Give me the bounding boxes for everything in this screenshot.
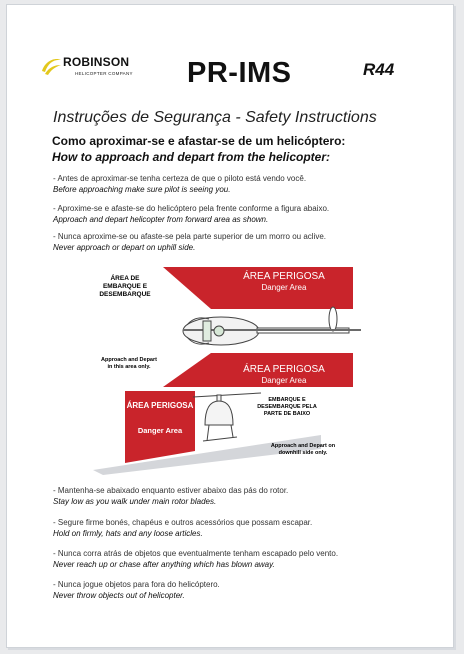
helicopter-top-view-icon xyxy=(183,307,361,345)
rule-text-pt: - Nunca corra atrás de objetos que eventualmente tenham escapado pelo vento. xyxy=(53,549,339,558)
aircraft-model: R44 xyxy=(363,60,395,79)
aircraft-registration: PR-IMS xyxy=(187,57,292,89)
rule-text-pt: - Nunca jogue objetos para fora do helicóptero. xyxy=(53,580,220,589)
danger-label-top-pt: ÁREA PERIGOSA xyxy=(243,271,325,282)
section-title-en: How to approach and depart from the helicopter: xyxy=(52,150,331,164)
slope-danger-label-pt: ÁREA PERIGOSA xyxy=(126,401,194,410)
rule-text-en: Stay low as you walk under main rotor blades. xyxy=(53,497,217,506)
rule-text-en: Approach and depart helicopter from forward area as shown. xyxy=(53,215,269,224)
rule-item xyxy=(53,231,326,253)
robinson-logo xyxy=(39,53,149,87)
rule-text-pt: - Aproxime-se e afaste-se do helicóptero pela frente conforme a figura abaixo. xyxy=(53,204,330,213)
boarding-area-line: EMBARQUE E xyxy=(102,283,148,290)
slope-boarding-line: EMBARQUE E xyxy=(268,397,306,403)
logo-subtitle: HELICOPTER COMPANY xyxy=(75,71,133,76)
approach-note-line: Approach and Depart xyxy=(101,357,157,363)
page-title: Instruções de Segurança - Safety Instructions xyxy=(53,109,377,126)
rule-item xyxy=(53,203,329,225)
rule-item xyxy=(53,485,288,507)
helicopter-front-view-icon xyxy=(193,393,261,441)
rule-text-pt: - Antes de aproximar-se tenha certeza de que o piloto está vendo você. xyxy=(53,174,307,183)
danger-label-top-en: Danger Area xyxy=(261,283,307,292)
slope-boarding-line: PARTE DE BAIXO xyxy=(263,411,311,417)
slope-note-line: downhill side only. xyxy=(278,450,328,456)
rule-text-pt: - Segure firme bonés, chapéus e outros acessórios que possam escapar. xyxy=(53,518,313,527)
logo-name: ROBINSON xyxy=(63,55,130,69)
slope-danger-label-en: Danger Area xyxy=(137,426,183,435)
rule-text-pt: - Mantenha-se abaixado enquanto estiver abaixo das pás do rotor. xyxy=(53,486,289,495)
rule-text-en: Before approaching make sure pilot is seeing you. xyxy=(53,185,231,194)
rule-text-en: Hold on firmly, hats and any loose articles. xyxy=(53,529,203,538)
rule-text-en: Never reach up or chase after anything which has blown away. xyxy=(53,560,275,569)
boarding-area-line: ÁREA DE xyxy=(110,275,140,282)
slope-boarding-line: DESEMBARQUE PELA xyxy=(257,404,317,410)
rule-text-pt: - Nunca aproxime-se ou afaste-se pela parte superior de um morro ou aclive. xyxy=(53,232,327,241)
approach-note-line: in this area only. xyxy=(107,364,151,370)
rule-text-en: Never approach or depart on uphill side. xyxy=(53,243,196,252)
robinson-swoosh-icon xyxy=(39,55,63,79)
rule-text-en: Never throw objects out of helicopter. xyxy=(53,591,185,600)
rule-item xyxy=(53,173,306,195)
slope-note-line: Approach and Depart on xyxy=(270,443,336,449)
safety-diagram xyxy=(91,265,361,475)
rule-item xyxy=(53,579,220,601)
safety-card xyxy=(6,4,454,648)
rule-item xyxy=(53,548,338,570)
boarding-area-line: DESEMBARQUE xyxy=(99,291,151,298)
danger-label-bottom-en: Danger Area xyxy=(261,376,307,385)
section-title-pt: Como aproximar-se e afastar-se de um helicóptero: xyxy=(52,134,346,148)
danger-label-bottom-pt: ÁREA PERIGOSA xyxy=(243,364,325,375)
rule-item xyxy=(53,517,312,539)
